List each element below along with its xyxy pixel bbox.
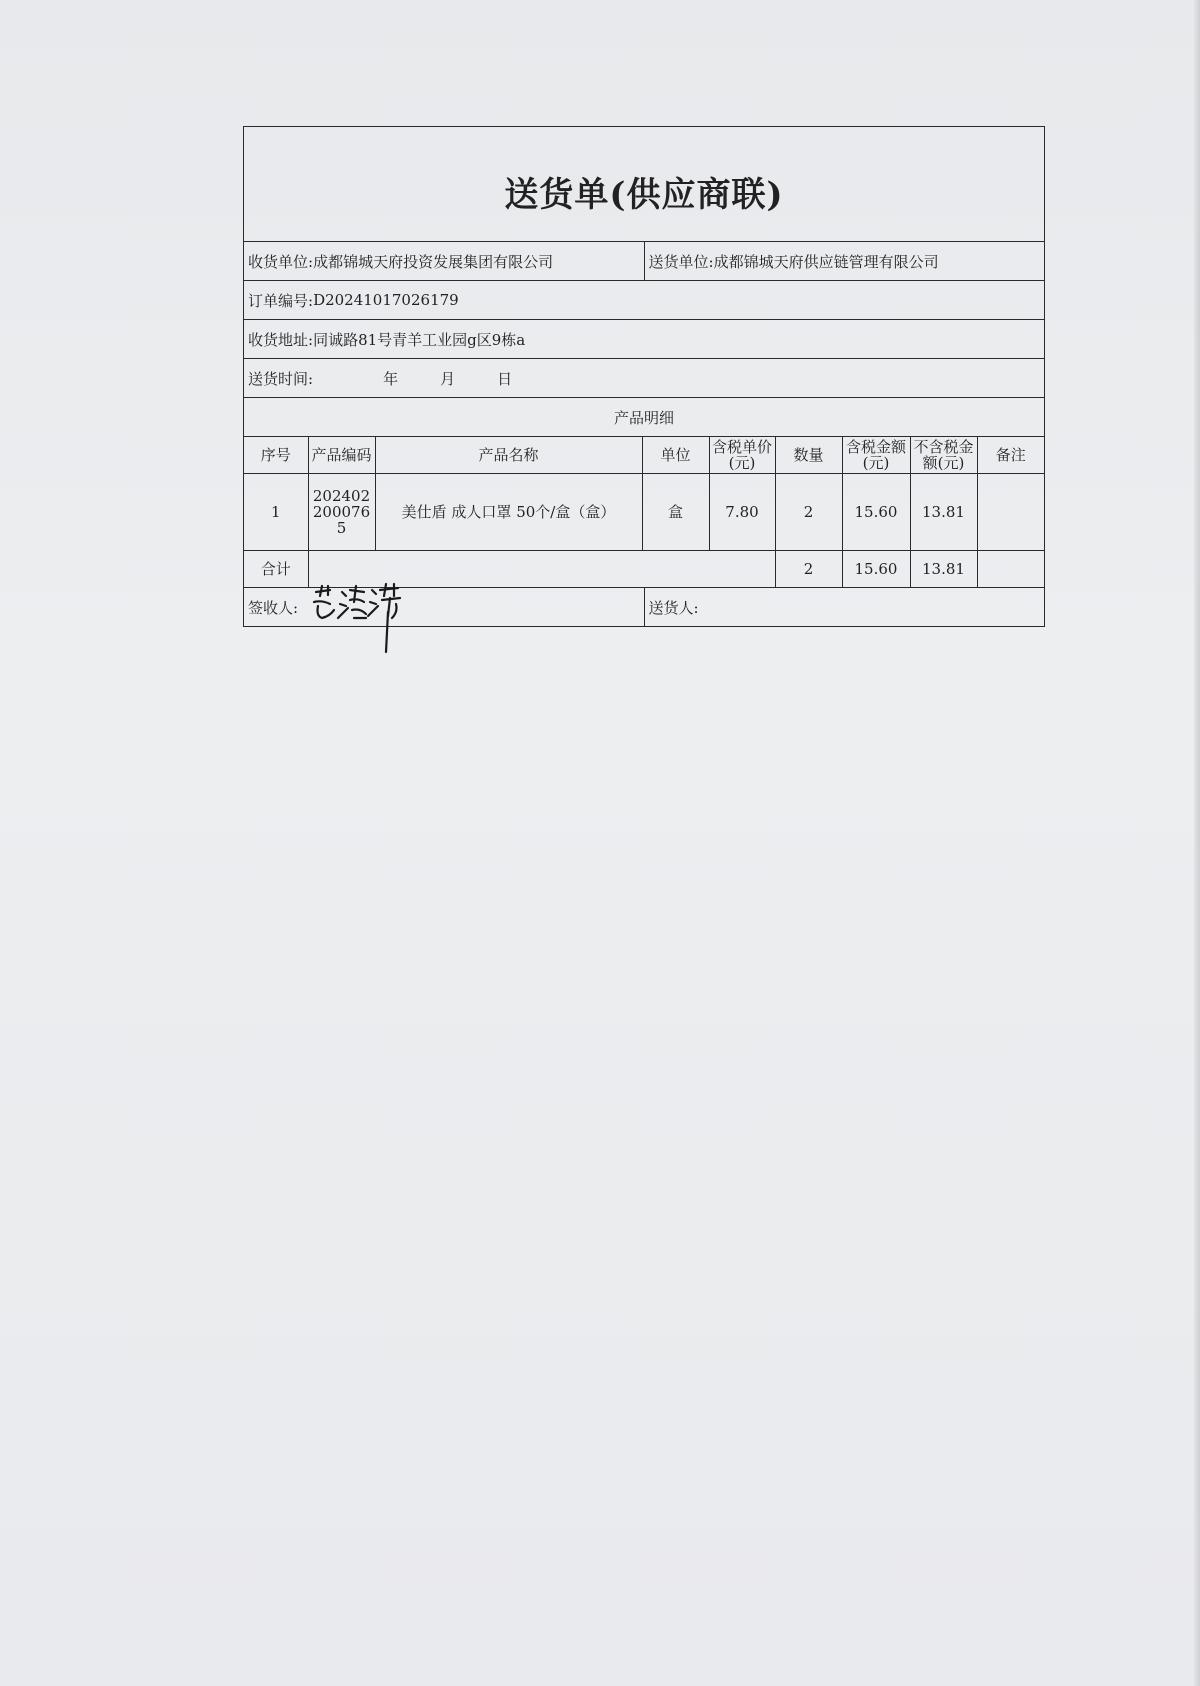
delivery-time-label: 送货时间: (248, 369, 314, 388)
delivery-time-row (244, 359, 1044, 398)
day-label: 日 (497, 369, 513, 388)
column-header: 不含税金额(元) (910, 437, 977, 474)
address-value: 同诚路81号青羊工业园g区9栋a (313, 330, 526, 349)
title-row (244, 127, 1044, 242)
column-header: 含税单价(元) (709, 437, 775, 474)
paper-edge (1194, 0, 1200, 1686)
item-unit: 盒 (642, 474, 709, 551)
year-label: 年 (383, 369, 399, 388)
product-detail-heading: 产品明细 (244, 398, 1044, 437)
item-index: 1 (244, 474, 308, 551)
column-header: 产品编码 (308, 437, 375, 474)
receiver-value: 成都锦城天府投资发展集团有限公司 (313, 252, 554, 271)
total-label: 合计 (244, 551, 308, 588)
sender-label: 送货单位: (648, 252, 714, 271)
order-label: 订单编号: (248, 291, 314, 310)
column-header: 产品名称 (375, 437, 642, 474)
handwritten-signature (308, 582, 418, 656)
item-note (977, 474, 1044, 551)
column-header: 单位 (642, 437, 709, 474)
order-row (244, 281, 1044, 320)
item-amount-tax: 15.60 (842, 474, 910, 551)
order-number: D20241017026179 (313, 291, 459, 309)
sender-cell (644, 242, 1045, 280)
column-header: 含税金额(元) (842, 437, 910, 474)
item-unit-price: 7.80 (709, 474, 775, 551)
item-code: 2024022000765 (308, 474, 375, 551)
document-title: 送货单(供应商联) (504, 174, 784, 215)
deliverer-cell (644, 588, 1045, 626)
deliverer-label: 送货人: (648, 598, 699, 617)
column-header: 数量 (775, 437, 842, 474)
receiver-label: 收货单位: (248, 252, 314, 271)
table-row (244, 474, 1044, 551)
item-amount-no-tax: 13.81 (910, 474, 977, 551)
receiver-cell (244, 242, 644, 280)
table-header-row (244, 437, 1044, 474)
item-name: 美仕盾 成人口罩 50个/盒（盒） (375, 474, 642, 551)
address-row (244, 320, 1044, 359)
signer-cell (244, 588, 644, 626)
month-label: 月 (440, 369, 456, 388)
product-table (244, 437, 1044, 588)
item-quantity: 2 (775, 474, 842, 551)
total-quantity: 2 (775, 551, 842, 588)
total-amount-no-tax: 13.81 (910, 551, 977, 588)
delivery-note-form (243, 126, 1045, 627)
column-header: 序号 (244, 437, 308, 474)
signature-row (244, 588, 1044, 626)
address-label: 收货地址: (248, 330, 314, 349)
signer-label: 签收人: (248, 598, 299, 617)
total-note (977, 551, 1044, 588)
total-amount-tax: 15.60 (842, 551, 910, 588)
column-header: 备注 (977, 437, 1044, 474)
party-row (244, 242, 1044, 281)
sender-value: 成都锦城天府供应链管理有限公司 (713, 252, 939, 271)
